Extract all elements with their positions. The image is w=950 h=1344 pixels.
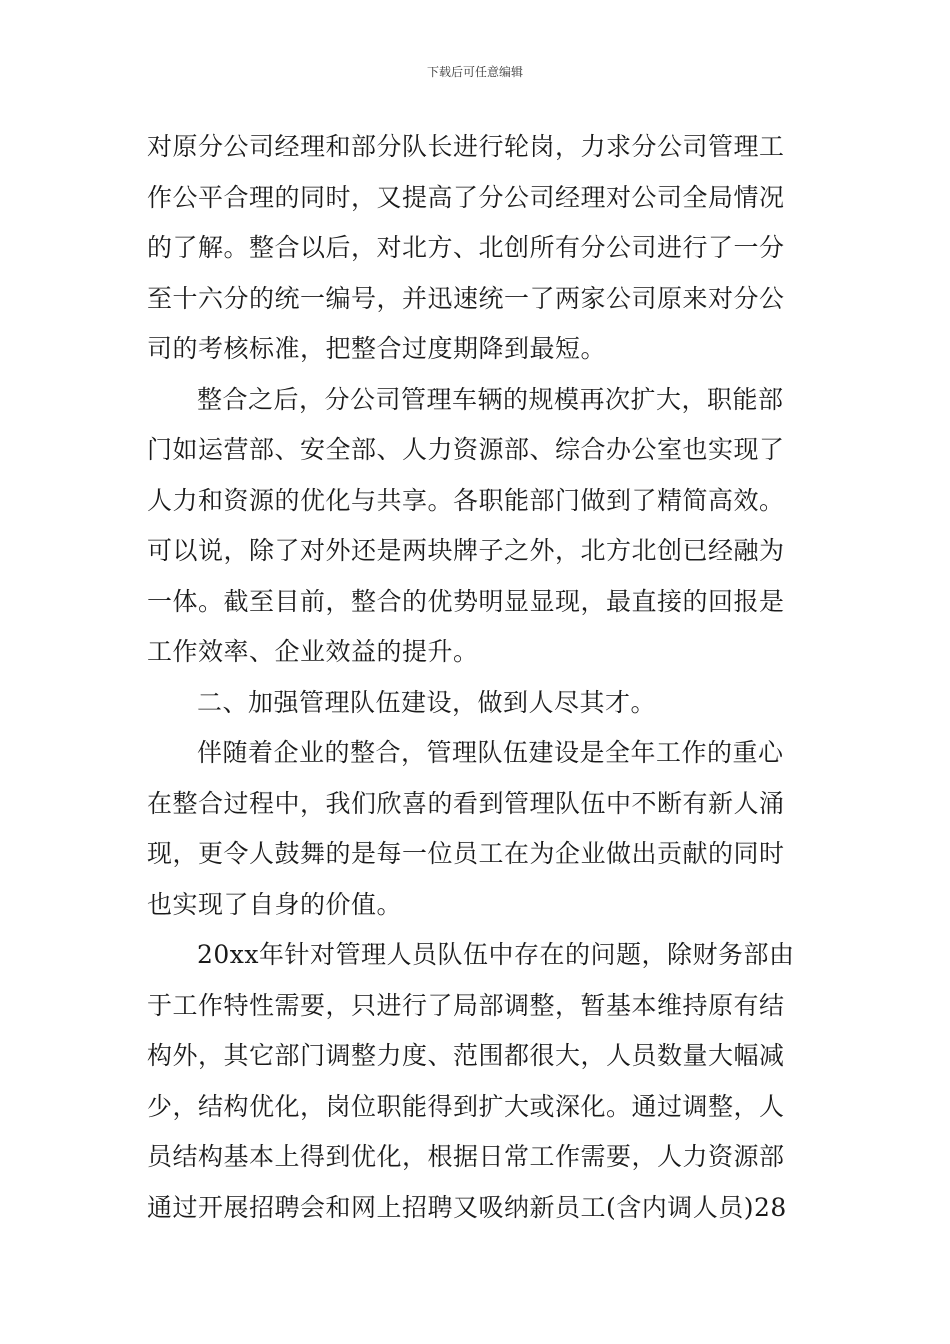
- text-line: 司的考核标准，把整合过度期降到最短。: [147, 334, 607, 363]
- text-line: 员结构基本上得到优化，根据日常工作需要，人力资源部: [147, 1142, 785, 1171]
- text-line: 可以说，除了对外还是两块牌子之外，北方北创已经融为: [147, 536, 785, 565]
- text-line: 对原分公司经理和部分队长进行轮岗，力求分公司管理工: [147, 132, 785, 161]
- text-line: 至十六分的统一编号，并迅速统一了两家公司原来对分公: [147, 283, 785, 313]
- text-line: 门如运营部、安全部、人力资源部、综合办公室也实现了: [147, 435, 785, 464]
- page-header: 下载后可任意编辑: [426, 65, 523, 79]
- text-line: 整合之后，分公司管理车辆的规模再次扩大，职能部: [197, 384, 784, 414]
- text-line: 构外，其它部门调整力度、范围都很大，人员数量大幅减: [147, 1041, 785, 1070]
- text-line: 于工作特性需要，只进行了局部调整，暂基本维持原有结: [147, 990, 785, 1020]
- text-line: 在整合过程中，我们欣喜的看到管理队伍中不断有新人涌: [147, 788, 785, 818]
- text-line: 作公平合理的同时，又提高了分公司经理对公司全局情况: [147, 182, 785, 212]
- text-line: 工作效率、企业效益的提升。: [147, 637, 479, 666]
- document-body: [147, 122, 807, 1233]
- text-line: 的了解。整合以后，对北方、北创所有分公司进行了一分: [147, 233, 785, 262]
- text-line: 20xx年针对管理人员队伍中存在的问题，除财务部由: [197, 940, 795, 969]
- text-line: 二、加强管理队伍建设，做到人尽其才。: [197, 687, 657, 717]
- text-line: 也实现了自身的价值。: [147, 889, 403, 919]
- text-line: 人力和资源的优化与共享。各职能部门做到了精简高效。: [147, 485, 785, 515]
- text-line: 现，更令人鼓舞的是每一位员工在为企业做出贡献的同时: [147, 839, 785, 868]
- text-line: 伴随着企业的整合，管理队伍建设是全年工作的重心: [197, 738, 784, 767]
- text-line: 一体。截至目前，整合的优势明显显现，最直接的回报是: [147, 586, 785, 616]
- text-line: 通过开展招聘会和网上招聘又吸纳新员工(含内调人员)28: [147, 1192, 787, 1222]
- text-line: 少，结构优化，岗位职能得到扩大或深化。通过调整，人: [147, 1091, 785, 1121]
